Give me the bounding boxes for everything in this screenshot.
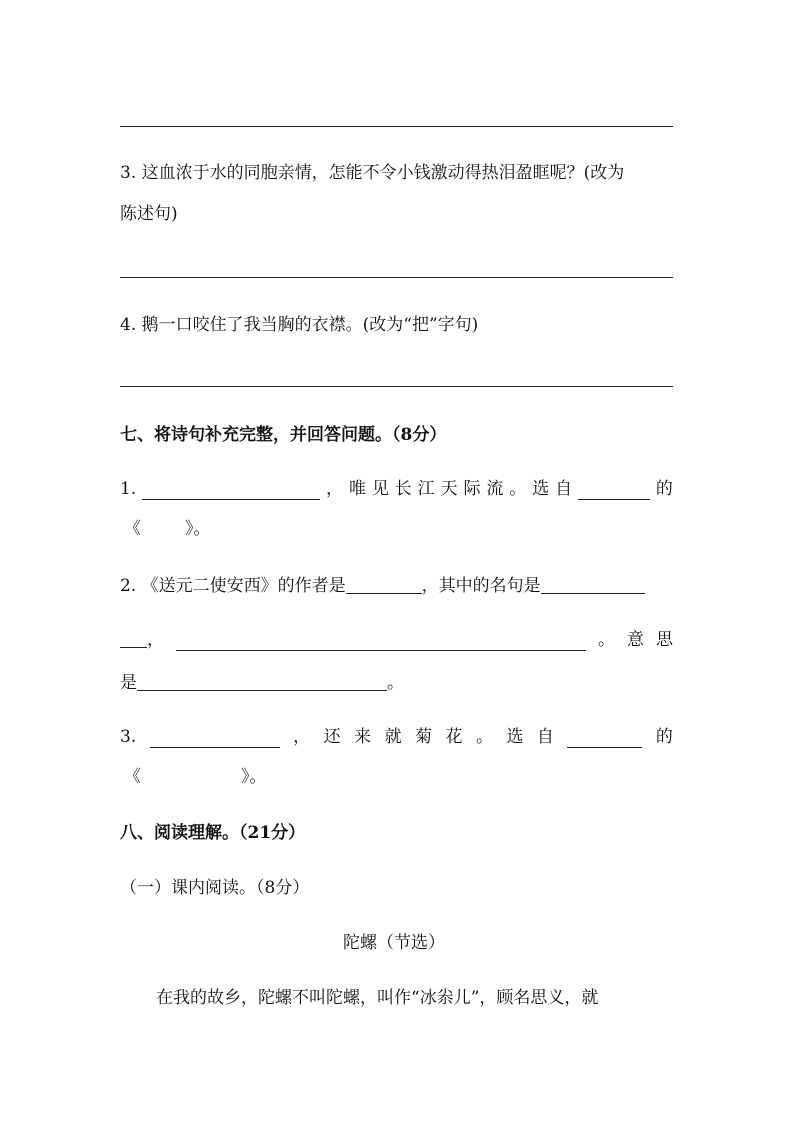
poem-item-2-line-3 [120, 672, 404, 694]
item-number: 3. [120, 727, 137, 747]
poem-char: 意 [627, 630, 644, 650]
answer-line[interactable] [120, 277, 673, 278]
item-2-first-blank-group [120, 629, 164, 651]
period: 。 [387, 673, 404, 693]
fill-blank[interactable] [150, 730, 280, 748]
poem-char: 就 [384, 727, 402, 747]
period: 。 [598, 630, 615, 650]
item-number: 1. [120, 479, 137, 499]
book-open-mark: 《 [124, 767, 141, 787]
item-2-mid: ，其中的名句是 [421, 576, 541, 596]
fill-blank[interactable] [137, 673, 387, 691]
poem-char: 还 [323, 727, 341, 747]
poem-char: ， [326, 479, 344, 499]
poem-char: 江 [417, 479, 435, 499]
fill-blank[interactable] [142, 482, 320, 500]
book-close-mark: 》。 [241, 767, 267, 787]
section-7-heading: 七、将诗句补充完整，并回答问题。（8分） [120, 425, 447, 445]
poem-char: 来 [354, 727, 372, 747]
poem-char: 的 [655, 727, 673, 747]
poem-item-1 [120, 478, 673, 500]
book-close-mark: 》。 [185, 519, 211, 539]
poem-char: 选 [506, 727, 524, 747]
passage-title: 陀螺（节选） [343, 933, 445, 953]
poem-item-3 [120, 726, 673, 748]
fill-blank[interactable] [346, 576, 422, 594]
poem-item-2-line-1 [120, 575, 645, 597]
item-2-prefix: 2. 《送元二使安西》的作者是 [120, 576, 346, 596]
fill-blank[interactable] [541, 576, 645, 594]
poem-char: 长 [394, 479, 412, 499]
reading-subsection-1: （一）课内阅读。（8分） [120, 878, 310, 898]
poem-char: 际 [463, 479, 481, 499]
poem-char: 思 [656, 630, 673, 650]
poem-char: 菊 [415, 727, 433, 747]
book-title-blank-1 [124, 518, 211, 540]
question-4: 4. 鹅一口咬住了我当胸的衣襟。(改为“把”字句) [120, 315, 479, 335]
poem-char: 天 [440, 479, 458, 499]
poem-char: 的 [655, 479, 673, 499]
section-8-heading: 八、阅读理解。（21分） [120, 823, 306, 843]
poem-char: 唯 [348, 479, 366, 499]
poem-char: 自 [555, 479, 573, 499]
fill-blank[interactable] [567, 730, 642, 748]
poem-char: 是 [120, 673, 137, 693]
poem-char: 花 [445, 727, 463, 747]
question-3-line-1: 3. 这血浓于水的同胞亲情，怎能不令小钱激动得热泪盈眶呢？(改为 [120, 163, 625, 183]
poem-char: 。 [475, 727, 493, 747]
book-open-mark: 《 [124, 519, 141, 539]
fill-blank[interactable] [578, 482, 650, 500]
comma: ， [147, 630, 164, 650]
passage-paragraph: 在我的故乡，陀螺不叫陀螺，叫作“冰尜儿”，顾名思义，就 [156, 988, 599, 1008]
answer-line[interactable] [120, 126, 673, 127]
poem-item-2-line-2 [120, 629, 673, 651]
poem-char: ， [293, 727, 311, 747]
poem-char: 选 [532, 479, 550, 499]
question-3-line-2: 陈述句) [120, 204, 178, 224]
answer-line[interactable] [120, 386, 673, 387]
book-title-blank-3 [124, 766, 267, 788]
poem-char: 自 [536, 727, 554, 747]
poem-char: 流 [486, 479, 504, 499]
poem-char: 。 [509, 479, 527, 499]
fill-blank[interactable] [120, 630, 147, 648]
fill-blank[interactable] [176, 633, 586, 651]
poem-char: 见 [371, 479, 389, 499]
